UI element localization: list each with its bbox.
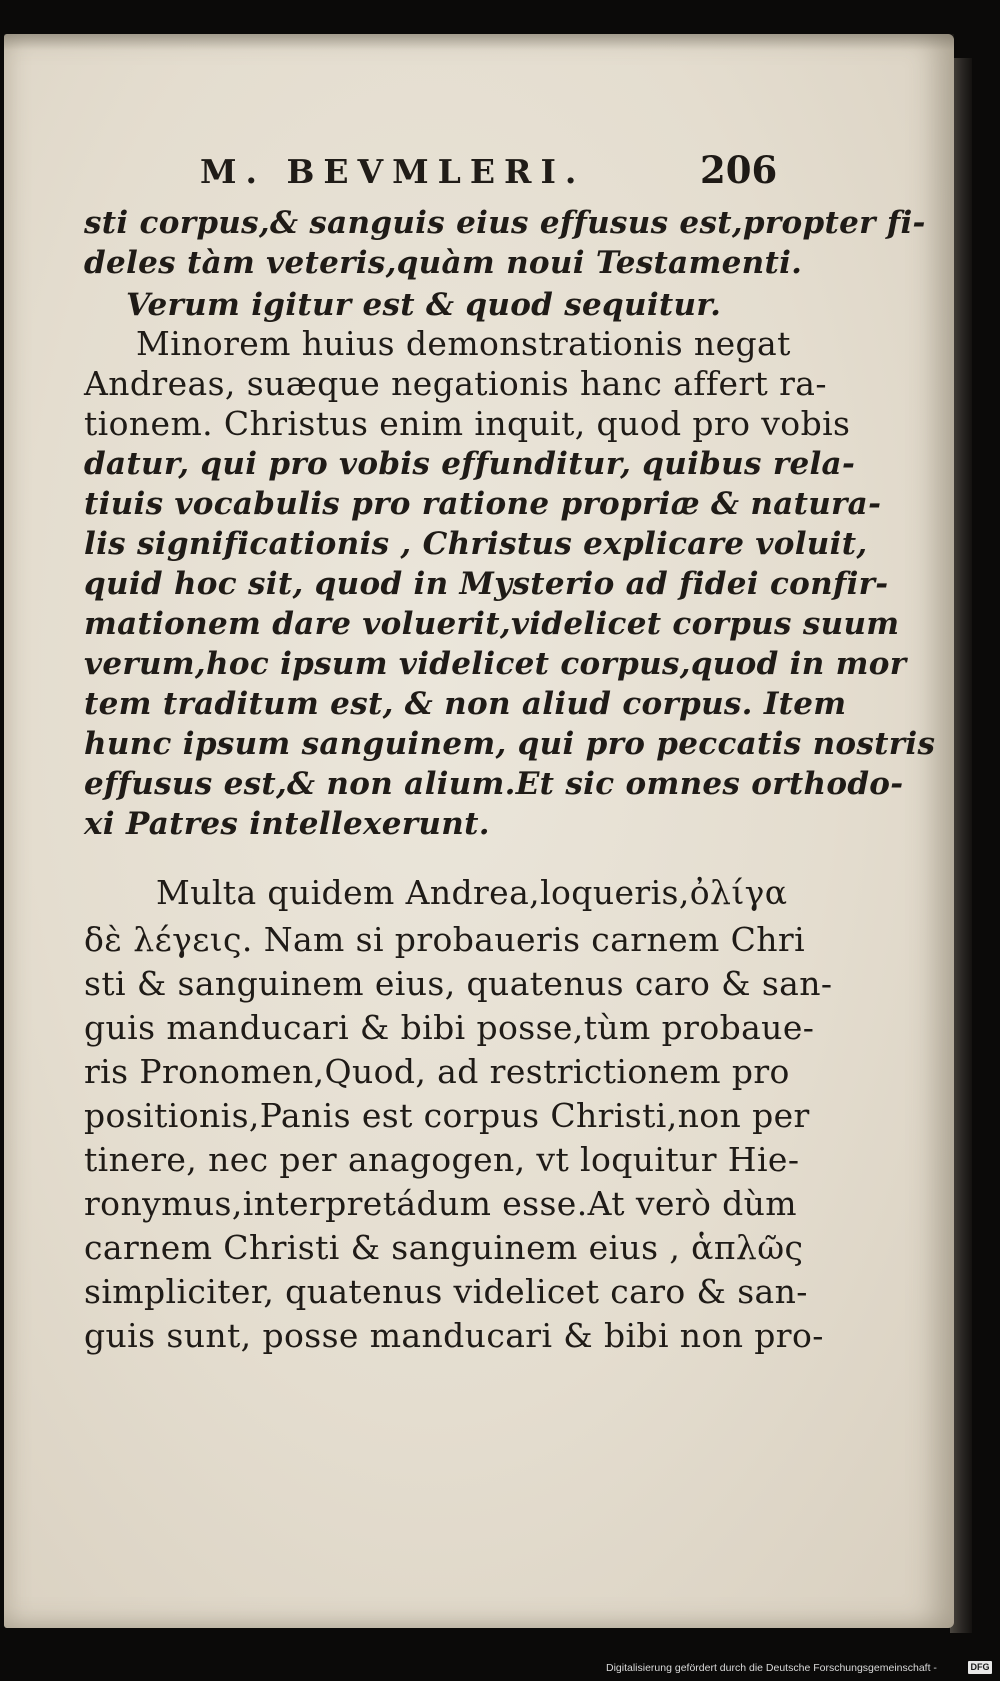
page-top-shadow [4,34,954,50]
dfg-logo: DFG [968,1661,992,1674]
text-line: δὲ λέγεις. Nam si probaueris carnem Chri [84,920,806,959]
page-number: 206 [700,148,778,192]
text-line: guis manducari & bibi posse,tùm probaue- [84,1008,815,1047]
text-line: mationem dare voluerit,videlicet corpus suum [84,606,900,642]
text-line: Multa quidem Andrea,loqueris,ὀλίγα [156,873,788,912]
text-line: simpliciter, quatenus videlicet caro & san- [84,1272,808,1311]
digitization-credit: Digitalisierung gefördert durch die Deutsche Forschungsgemeinschaft - [606,1662,937,1674]
text-line: ronymus,interpretádum esse.At verò dùm [84,1184,798,1223]
text-line: hunc ipsum sanguinem, qui pro peccatis nostris [84,726,936,762]
text-line: lis significationis , Christus explicare voluit, [84,526,868,562]
text-line: quid hoc sit, quod in Mysterio ad fidei confir- [84,566,889,602]
text-line [84,404,850,445]
text-line: Andreas, suæque negationis hanc affert ra- [84,364,827,403]
text-line: sti & sanguinem eius, quatenus caro & san- [84,964,833,1003]
text-line: sti corpus,& sanguis eius effusus est,propter fi- [84,205,926,241]
text-line: positionis,Panis est corpus Christi,non per [84,1096,810,1135]
text-line: tem traditum est, & non aliud corpus. Item [84,686,847,722]
text-line: ris Pronomen,Quod, ad restrictionem pro [84,1052,790,1091]
running-head [200,148,780,192]
text-line: xi Patres intellexerunt. [84,806,490,842]
text-line: verum,hoc ipsum videlicet corpus,quod in mor [84,646,907,682]
text-line: Minorem huius demonstrationis negat [136,324,791,363]
text-line: deles tàm veteris,quàm noui Testamenti. [84,245,803,281]
mixed-line: tionem. Christus enim inquit, quod pro vobis [84,404,851,443]
text-line: Verum igitur est & quod sequitur. [126,287,722,323]
text-line: tinere, nec per anagogen, vt loquitur Hie- [84,1140,800,1179]
text-line: carnem Christi & sanguinem eius , ἁπλῶς [84,1228,804,1267]
text-line: guis sunt, posse manducari & bibi non pro- [84,1316,824,1355]
running-title: M. BEVMLERI. [200,152,586,191]
text-line: datur, qui pro vobis effunditur, quibus rela- [84,446,856,482]
text-line: tiuis vocabulis pro ratione propriæ & natura- [84,486,882,522]
text-line: effusus est,& non alium.Et sic omnes orthodo- [84,766,904,802]
